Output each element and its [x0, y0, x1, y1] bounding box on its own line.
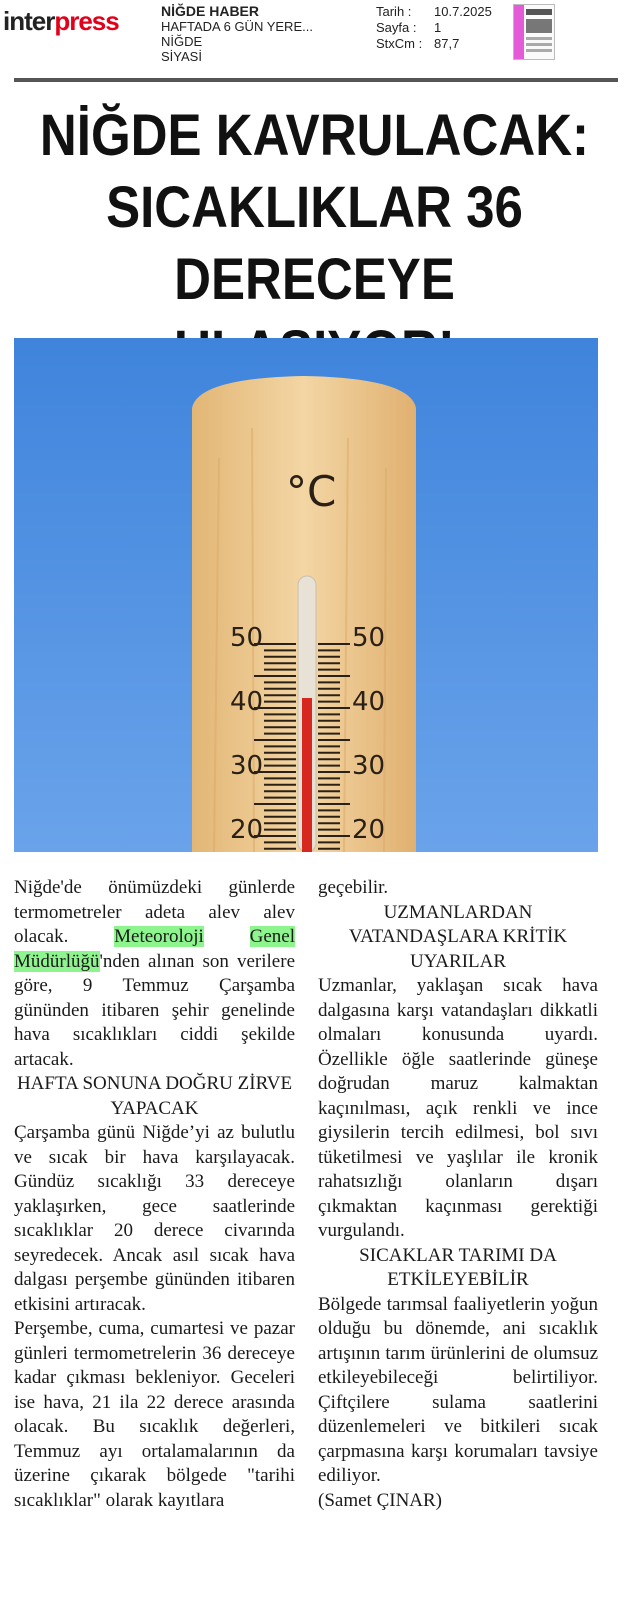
header-divider: [14, 78, 618, 82]
headline-line-2: SICAKLIKLAR 36: [106, 175, 523, 240]
subheading-hafta-sonuna: HAFTA SONUNA DOĞRU ZİRVE YAPACAK: [16, 1073, 293, 1119]
publication-category: SİYASİ: [161, 49, 202, 64]
logo-text-inter: inter: [3, 6, 55, 36]
scale-label-right-30: 30: [352, 751, 386, 781]
scale-label-left-30: 30: [230, 751, 264, 781]
article-column-2: [318, 876, 598, 1513]
subheading-sicaklar-tarimi: SICAKLAR TARIMI DA ETKİLEYEBİLİR: [359, 1244, 557, 1290]
date-value: 10.7.2025: [434, 4, 492, 19]
scale-label-right-20: 20: [352, 815, 386, 845]
subheading-uzmanlardan: UZMANLARDAN VATANDAŞLARA KRİTİK UYARILAR: [348, 901, 568, 972]
clipping-header: [0, 0, 629, 80]
thermometer-photo: [14, 338, 598, 852]
headline-line-3: DERECEYE: [174, 247, 455, 312]
intro-paragraph: Niğde'de önümüzdeki günlerde termometreler adeta alev alev olacak. Meteoroloji Genel Müdürlüğü'nden alınan son verilere göre, 9 Temmuz Çarşamba gününden itibaren şehir genelinde hava sıcaklıkları ciddi şekilde artacak.: [14, 877, 295, 1070]
publication-frequency: HAFTADA 6 GÜN YERE...: [161, 19, 313, 34]
headline-line-1: NİĞDE KAVRULACAK:: [39, 103, 590, 168]
stxcm-label: StxCm :: [376, 36, 423, 51]
scale-label-left-50: 50: [230, 623, 264, 653]
page-thumbnail[interactable]: [513, 4, 555, 60]
scale-label-right-40: 40: [352, 687, 386, 717]
scale-label-left-40: 40: [230, 687, 264, 717]
article-column-1: [14, 876, 295, 1513]
paragraph-persembe-continued: geçebilir.: [318, 877, 389, 898]
paragraph-carsamba: Çarşamba günü Niğde’yi az bulutlu ve sıcak bir hava karşılayacak. Gündüz sıcaklığı 33 dereceye yaklaşırken, gece saatlerinde sıcaklıklar 20 derece civarında seyredecek. Ancak asıl sıcak hava dalgası perşembe gününden itibaren etkisini artıracak.: [14, 1122, 295, 1315]
clipping-meta: [376, 4, 492, 52]
celsius-symbol: °C: [286, 467, 337, 516]
scale-label-left-20: 20: [230, 815, 264, 845]
page-value: 1: [434, 20, 442, 35]
paragraph-persembe: Perşembe, cuma, cumartesi ve pazar günleri termometrelerin 36 dereceye kadar çıkması bekleniyor. Geceleri ise hava, 21 ila 22 derece arasında olacak. Bu sıcaklık değerleri, Temmuz ayı ortalamalarının da üzerine çıkarak bölgede "tarihi sıcaklıklar" olarak kayıtlara: [14, 1318, 295, 1511]
logo-text-press: press: [54, 6, 119, 36]
article-byline: (Samet ÇINAR): [318, 1489, 443, 1511]
scale-label-right-50: 50: [352, 623, 386, 653]
date-label: Tarih :: [376, 4, 412, 19]
interpress-logo: [3, 6, 119, 37]
highlighted-term-genel-mudurlugu: Genel Müdürlüğü: [14, 926, 295, 972]
paragraph-tarim: Bölgede tarımsal faaliyetlerin yoğun olduğu bu dönemde, ani sıcaklık artışının tarım ürünlerini de olumsuz etkileyebileceği belirtiliyor. Çiftçilere sulama saatlerini düzenlemeleri ve bitkileri sıcak çarpmasına karşı korumaları tavsiye ediliyor.: [318, 1293, 598, 1486]
publication-region: NİĞDE: [161, 34, 203, 49]
highlighted-term-meteoroloji: Meteoroloji: [114, 926, 204, 947]
publication-name: NİĞDE HABER: [161, 3, 260, 19]
page-label: Sayfa :: [376, 20, 417, 35]
stxcm-value: 87,7: [434, 36, 460, 51]
publication-info: [161, 4, 313, 64]
paragraph-uzmanlar: Uzmanlar, yaklaşan sıcak hava dalgasına karşı vatandaşları dikkatli olmaları konusunda uyardı. Özellikle öğle saatlerinde güneşe doğrudan maruz kalmaktan kaçınılması, açık renkli ve ince giysilerin tercih edilmesi, bol sıvı tüketilmesi ve yaşlılar ile kronik rahatsızlığı olanların dışarı çıkmaktan kaçınması gerektiği vurgulandı.: [318, 975, 598, 1241]
